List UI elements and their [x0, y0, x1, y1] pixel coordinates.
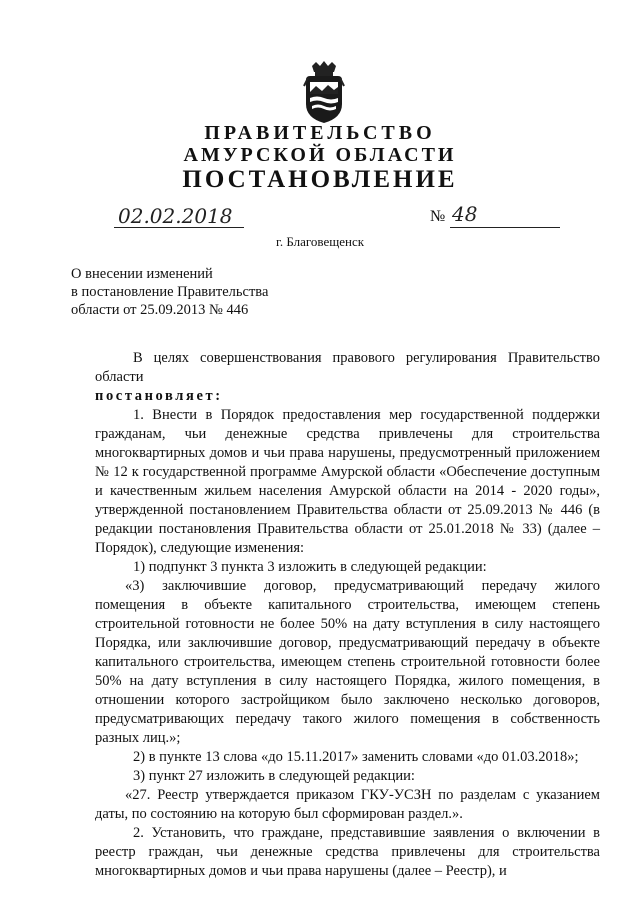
resolves-word: постановляет: [95, 388, 223, 404]
subparagraph-2: 2) в пункте 13 слова «до 15.11.2017» заменить словами «до 01.03.2018»; [133, 749, 579, 765]
subject-line: в постановление Правительства [71, 284, 269, 300]
document-type-title: ПОСТАНОВЛЕНИЕ [182, 166, 458, 193]
document-number: 48 [452, 202, 478, 226]
government-name-line2: АМУРСКОЙ ОБЛАСТИ [183, 144, 457, 166]
subject-line: О внесении изменений [71, 266, 213, 282]
subparagraph-3: 3) пункт 27 изложить в следующей редакции: [133, 768, 415, 784]
number-label: № [430, 208, 446, 225]
intro-paragraph: В целях совершенствования правового регулирования Правительство области [95, 350, 600, 385]
paragraph-1: 1. Внести в Порядок предоставления мер государственной поддержки гражданам, чьи денежные средства привлечены для строительства многоквартирных домов и чьи права нарушены, предусмотренный приложением № 12 к государственной программе Амурской области «Обеспечение доступным и качественным жильем населения Амурской области на 2014 - 2020 годы», утвержденной постановлением Правительства области от 25.09.2013 № 446 (в редакции постановления Правительства области от 25.01.2018 № 33) (далее – Порядок), следующие изменения: [95, 407, 600, 556]
date-underline [114, 227, 244, 228]
document-date: 02.02.2018 [118, 204, 233, 228]
paragraph-2: 2. Установить, что граждане, представившие заявления о включении в реестр граждан, чьи денежные средства привлечены для строительства многоквартирных домов и чьи права нарушены (далее – Реестр), и [95, 825, 600, 879]
coat-of-arms-emblem [302, 60, 346, 124]
government-name-line1: ПРАВИТЕЛЬСТВО [204, 122, 436, 144]
document-body [95, 349, 600, 881]
subparagraph-1-text: «3) заключившие договор, предусматривающий передачу жилого помещения в объекте капитального строительства, имеющем степень строительной готовности не более 50% на дату вступления в силу настоящего Порядка, или заключившие договор, предусматривающий передачу в объекте капитального строительства, имеющем степень строительной готовности более 50% на дату вступления в силу настоящего Порядка, жилого помещения, в отношении которого застройщиком было заключено несколько договоров, предусматривающих передачу такого жилого помещения в собственность разных лиц.»; [95, 578, 600, 746]
number-underline [450, 227, 560, 228]
subparagraph-3-text: «27. Реестр утверждается приказом ГКУ-УСЗН по разделам с указанием даты, по состоянию на которую был сформирован раздел.». [95, 787, 600, 822]
subject-line: области от 25.09.2013 № 446 [71, 302, 249, 318]
city-name: г. Благовещенск [275, 234, 365, 249]
document-subject [71, 265, 268, 319]
subparagraph-1: 1) подпункт 3 пункта 3 изложить в следующей редакции: [133, 559, 487, 575]
